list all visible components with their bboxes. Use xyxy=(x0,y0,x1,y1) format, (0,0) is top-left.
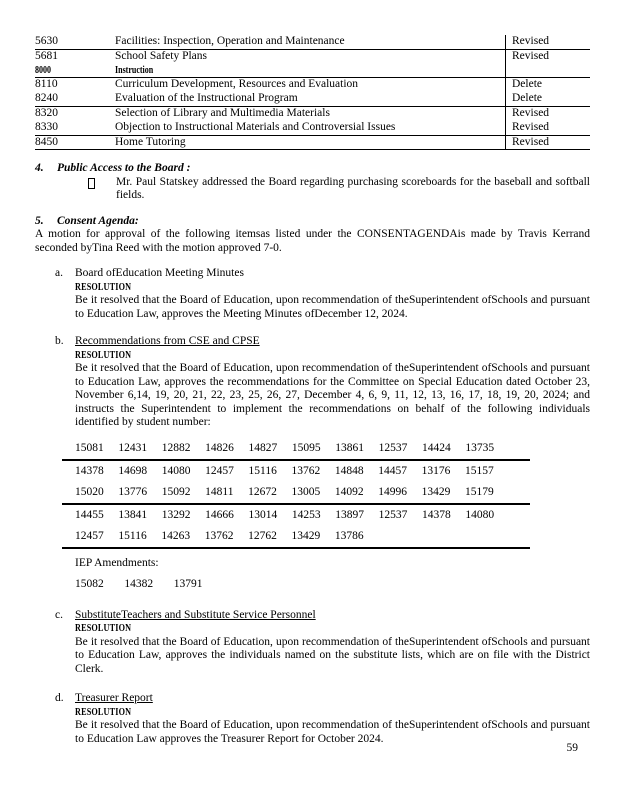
bullet-box-icon xyxy=(88,178,95,189)
section-5-heading xyxy=(35,215,590,229)
resolution-body: Be it resolved that the Board of Education, upon recommendation of theSuperintendent ofSchools and pursuant to Education Law, approves the individuals named on the substitute lists, which are on file with the District Clerk. xyxy=(75,635,590,675)
item-heading: Recommendations from CSE and CPSE xyxy=(75,335,260,348)
policy-title: Curriculum Development, Resources and Evaluation xyxy=(115,78,359,91)
policy-title: Facilities: Inspection, Operation and Maintenance xyxy=(115,35,345,47)
consent-item-c xyxy=(55,609,590,677)
section-title: Consent Agenda: xyxy=(57,214,139,227)
section-4-heading xyxy=(35,162,590,176)
policy-status: Delete xyxy=(505,78,590,92)
student-number-row: 14378 14698 14080 12457 15116 13762 14848 14457 13176 15157 xyxy=(75,464,494,477)
document-page xyxy=(35,35,590,746)
policy-code: 8110 xyxy=(35,78,58,91)
consent-item-d xyxy=(55,692,590,746)
bullet-text: Mr. Paul Statskey addressed the Board regarding purchasing scoreboards for the baseball and softball fields. xyxy=(116,175,590,202)
section-number: 4. xyxy=(35,162,44,175)
resolution-label: RESOLUTION xyxy=(75,623,132,635)
student-number-group xyxy=(62,438,530,461)
item-letter: a. xyxy=(55,267,63,280)
policy-row xyxy=(35,35,590,50)
policy-title: Instruction xyxy=(115,64,154,76)
resolution-label: RESOLUTION xyxy=(75,349,132,361)
student-number-table xyxy=(62,438,530,595)
policy-status: Revised xyxy=(505,35,590,49)
resolution-body: Be it resolved that the Board of Education, upon recommendation of theSuperintendent ofSchools and pursuant to Education Law approves the Treasurer Report for October 2024. xyxy=(75,719,590,745)
policy-title: Selection of Library and Multimedia Materials xyxy=(115,106,330,119)
student-number-row: 15081 12431 12882 14826 14827 15095 13861 12537 14424 13735 xyxy=(75,441,495,454)
resolution-body: Be it resolved that the Board of Education, upon recommendation of theSuperintendent ofSchools and pursuant to Education Law, approves the recommendations for the Committee on Special Education dated October 23, November 6,14, 19, 20, 21, 22, 23, 25, 26, 27, December 4, 6, 9, 11, 12, 13, 16, 17, 18, 19, 20, 2024; and instructs the Superintendent to implement the recommendations on behalf of the following individuals identified by student number: xyxy=(75,362,590,429)
policy-title: Evaluation of the Instructional Program xyxy=(115,92,298,105)
policy-row xyxy=(35,107,590,121)
policy-status: Revised xyxy=(505,121,590,135)
consent-agenda-intro: A motion for approval of the following itemsas listed under the CONSENTAGENDAis made by Travis Kerrand seconded byTina Reed with the motion approved 7-0. xyxy=(35,228,590,254)
policy-title: School Safety Plans xyxy=(115,49,207,62)
student-number-group xyxy=(62,505,530,549)
bullet-item xyxy=(35,176,590,203)
policy-code: 8320 xyxy=(35,106,58,119)
item-heading: Board ofEducation Meeting Minutes xyxy=(75,267,244,280)
policy-code: 8240 xyxy=(35,92,58,105)
policy-status: Revised xyxy=(505,136,590,150)
resolution-label: RESOLUTION xyxy=(75,281,132,293)
policy-row xyxy=(35,64,590,79)
policy-status: Revised xyxy=(505,107,590,121)
iep-amendments-label: IEP Amendments: xyxy=(75,556,159,569)
consent-item-b xyxy=(55,335,590,430)
page-number: 59 xyxy=(566,742,578,754)
consent-item-a xyxy=(55,267,590,321)
resolution-label: RESOLUTION xyxy=(75,706,132,718)
policy-status: Revised xyxy=(505,50,590,64)
policy-row xyxy=(35,136,590,151)
student-number-row: 15020 13776 15092 14811 12672 13005 14092 14996 13429 15179 xyxy=(75,485,494,498)
policy-title: Objection to Instructional Materials and Controversial Issues xyxy=(115,120,396,133)
item-letter: c. xyxy=(55,608,63,621)
policy-code: 5681 xyxy=(35,49,58,62)
policy-code: 5630 xyxy=(35,35,58,47)
iep-number-row: 15082 14382 13791 xyxy=(75,577,203,590)
section-number: 5. xyxy=(35,214,44,227)
policy-code: 8330 xyxy=(35,120,58,133)
policy-code: 8000 xyxy=(35,64,51,76)
item-letter: b. xyxy=(55,335,64,348)
section-title: Public Access to the Board : xyxy=(57,162,191,175)
policy-row xyxy=(35,121,590,136)
policy-table xyxy=(35,35,590,150)
student-number-row: 14455 13841 13292 14666 13014 14253 13897 12537 14378 14080 xyxy=(75,508,495,521)
item-letter: d. xyxy=(55,692,64,705)
resolution-body: Be it resolved that the Board of Education, upon recommendation of theSuperintendent ofSchools and pursuant to Education Law, approves the Meeting Minutes ofDecember 12, 2024. xyxy=(75,294,590,320)
policy-title: Home Tutoring xyxy=(115,135,186,148)
item-heading: Treasurer Report xyxy=(75,692,153,705)
policy-status: Delete xyxy=(505,92,590,106)
student-number-group xyxy=(62,461,530,505)
item-heading: SubstituteTeachers and Substitute Service Personnel xyxy=(75,608,316,621)
policy-status xyxy=(505,64,590,78)
student-number-row: 12457 15116 14263 13762 12762 13429 13786 xyxy=(75,529,364,542)
policy-row xyxy=(35,78,590,92)
policy-row xyxy=(35,50,590,64)
policy-code: 8450 xyxy=(35,135,58,148)
policy-row xyxy=(35,92,590,107)
